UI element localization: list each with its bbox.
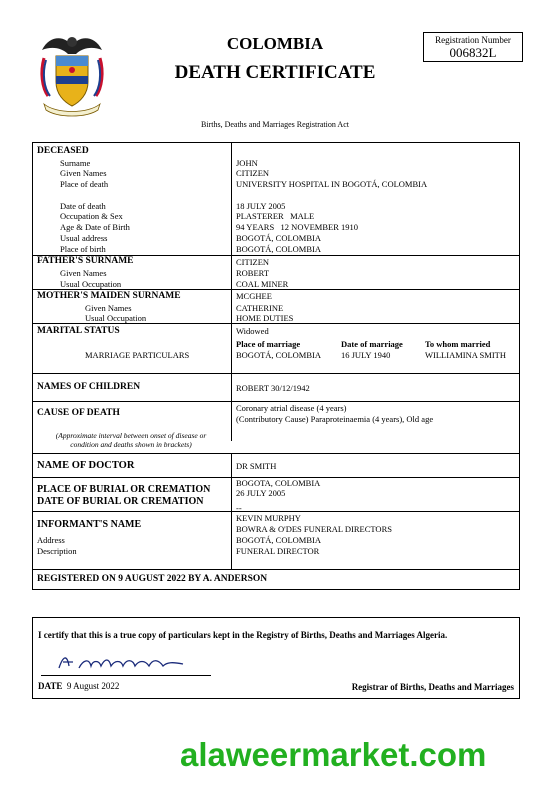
children-heading: NAMES OF CHILDREN bbox=[37, 382, 141, 392]
row-divider bbox=[33, 569, 519, 570]
informant-description-label: Description bbox=[37, 546, 77, 556]
informant-heading: INFORMANT'S NAME bbox=[37, 519, 142, 530]
row-divider bbox=[33, 289, 519, 290]
place-of-birth-value: BOGOTÁ, COLOMBIA bbox=[236, 244, 321, 254]
registration-number-label: Registration Number bbox=[435, 35, 511, 45]
usual-address-label: Usual address bbox=[60, 233, 108, 243]
place-of-death-label: Place of death bbox=[60, 179, 109, 189]
given-names-value: CITIZEN bbox=[236, 168, 270, 178]
father-occupation-label: Usual Occupation bbox=[60, 279, 122, 289]
informant-address-line-1: BOWRA & O'DES FUNERAL DIRECTORS bbox=[236, 524, 392, 534]
place-of-marriage-value: BOGOTÁ, COLOMBIA bbox=[236, 350, 321, 360]
row-divider bbox=[33, 453, 519, 454]
date-of-marriage-value: 16 JULY 1940 bbox=[341, 350, 391, 360]
mother-given-value: CATHERINE bbox=[236, 303, 284, 313]
occupation-sex-label: Occupation & Sex bbox=[60, 211, 123, 221]
country-title: COLOMBIA bbox=[226, 34, 324, 53]
father-given-label: Given Names bbox=[60, 268, 107, 278]
burial-extra-value: -- bbox=[236, 503, 242, 513]
date-value: 9 August 2022 bbox=[66, 681, 120, 691]
to-whom-married-header: To whom married bbox=[425, 339, 491, 349]
father-occupation-value: COAL MINER bbox=[236, 279, 289, 289]
surname-label: Surname bbox=[60, 158, 91, 168]
colombian-coat-of-arms-icon bbox=[36, 32, 108, 118]
father-surname-value: CITIZEN bbox=[236, 257, 270, 267]
certificate-form bbox=[32, 142, 520, 590]
row-divider bbox=[33, 323, 519, 324]
place-of-marriage-header: Place of marriage bbox=[236, 339, 301, 349]
marital-heading: MARITAL STATUS bbox=[37, 326, 120, 336]
informant-address-line-2: BOGOTÁ, COLOMBIA bbox=[236, 535, 321, 545]
certification-statement: I certify that this is a true copy of particulars kept in the Registry of Births, Deaths and Marriages Algeria. bbox=[38, 630, 448, 640]
to-whom-married-value: WILLIAMINA SMITH bbox=[425, 350, 506, 360]
given-names-label: Given Names bbox=[60, 168, 107, 178]
registration-number-box bbox=[423, 32, 523, 62]
row-divider bbox=[33, 373, 519, 374]
mother-heading: MOTHER'S MAIDEN SURNAME bbox=[37, 291, 181, 301]
informant-address-label: Address bbox=[37, 535, 65, 545]
age-dob-value: 94 YEARS 12 NOVEMBER 1910 bbox=[236, 222, 358, 232]
certification-box bbox=[32, 617, 520, 699]
burial-place-heading: PLACE OF BURIAL OR CREMATION bbox=[37, 484, 211, 495]
informant-description-value: FUNERAL DIRECTOR bbox=[236, 546, 320, 556]
date-of-death-label: Date of death bbox=[60, 201, 106, 211]
cause-line-2: (Contributory Cause) Paraproteinaemia (4 years), Old age bbox=[236, 414, 434, 424]
mother-surname-value: MCGHEE bbox=[236, 291, 272, 301]
age-dob-label: Age & Date of Birth bbox=[60, 222, 130, 232]
children-value: ROBERT 30/12/1942 bbox=[236, 383, 310, 393]
informant-name-value: KEVIN MURPHY bbox=[236, 513, 301, 523]
burial-date-heading: DATE OF BURIAL OR CREMATION bbox=[37, 496, 204, 507]
occupation-sex-value: PLASTERER MALE bbox=[236, 211, 315, 221]
mother-occupation-label: Usual Occupation bbox=[85, 313, 147, 323]
date-of-death-value: 18 JULY 2005 bbox=[236, 201, 286, 211]
watermark: alaweermarket.com bbox=[180, 736, 487, 773]
mother-given-label: Given Names bbox=[85, 303, 132, 313]
doctor-value: DR SMITH bbox=[236, 461, 277, 471]
column-divider bbox=[231, 143, 232, 441]
signature-line bbox=[41, 675, 211, 676]
cause-note: (Approximate interval between onset of disease or condition and deaths shown in brackets) bbox=[55, 431, 207, 449]
row-divider bbox=[33, 401, 519, 402]
father-heading: FATHER'S SURNAME bbox=[37, 256, 134, 266]
father-given-value: ROBERT bbox=[236, 268, 270, 278]
deceased-heading: DECEASED bbox=[37, 146, 89, 156]
place-of-birth-label: Place of birth bbox=[60, 244, 106, 254]
document-title: DEATH CERTIFICATE bbox=[174, 62, 376, 83]
date-of-marriage-header: Date of marriage bbox=[341, 339, 403, 349]
registrar-signature bbox=[53, 650, 193, 674]
usual-address-value: BOGOTÁ, COLOMBIA bbox=[236, 233, 321, 243]
marriage-particulars-label: MARRIAGE PARTICULARS bbox=[85, 350, 190, 360]
date-label: DATE bbox=[38, 681, 63, 691]
cause-line-1: Coronary atrial disease (4 years) bbox=[236, 403, 347, 413]
registration-number: 006832L bbox=[449, 45, 497, 60]
surname-value: JOHN bbox=[236, 158, 258, 168]
marital-status-value: Widowed bbox=[236, 326, 269, 336]
cause-heading: CAUSE OF DEATH bbox=[37, 408, 120, 418]
registered-statement: REGISTERED ON 9 AUGUST 2022 BY A. ANDERSON bbox=[37, 574, 268, 584]
act-subtitle: Births, Deaths and Marriages Registration Act bbox=[201, 120, 349, 129]
certification-date bbox=[38, 681, 119, 691]
burial-place-value: BOGOTA, COLOMBIA bbox=[236, 478, 321, 488]
registrar-title: Registrar of Births, Deaths and Marriages bbox=[351, 682, 514, 692]
place-of-death-value: UNIVERSITY HOSPITAL IN BOGOTÁ, COLOMBIA bbox=[236, 179, 428, 189]
row-divider bbox=[33, 511, 519, 512]
doctor-heading: NAME OF DOCTOR bbox=[37, 460, 135, 471]
mother-occupation-value: HOME DUTIES bbox=[236, 313, 294, 323]
burial-date-value: 26 JULY 2005 bbox=[236, 488, 286, 498]
